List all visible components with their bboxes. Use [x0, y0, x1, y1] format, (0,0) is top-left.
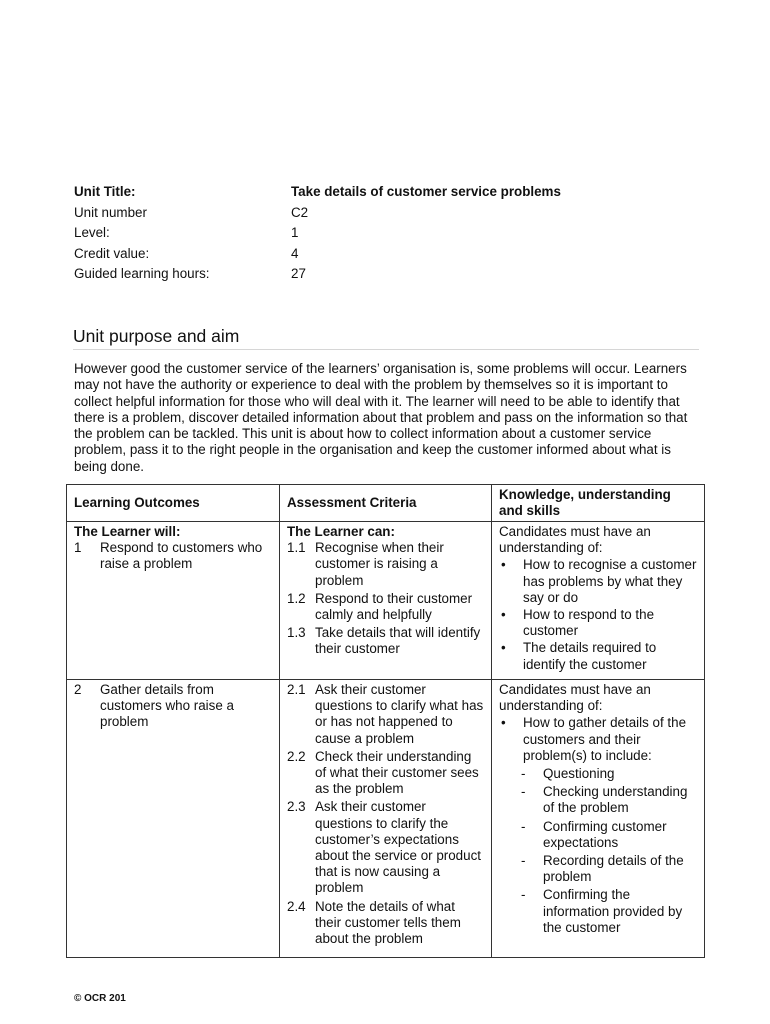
lo-intro: The Learner will:: [74, 524, 181, 539]
criterion-text: Ask their customer questions to clarify the customer’s expectations about the service or product that is now causing a problem: [315, 799, 481, 896]
criterion-text: Take details that will identify their customer: [315, 625, 481, 657]
criterion: [287, 682, 484, 747]
dash-item: [499, 766, 697, 782]
learning-outcomes-table: [66, 484, 705, 958]
criterion-text: Note the details of what their customer tells them about the problem: [315, 898, 461, 947]
criterion-text: Respond to their customer calmly and helpfully: [315, 590, 473, 623]
table-row: [67, 680, 705, 958]
bullet-icon: •: [501, 715, 506, 731]
copyright-footer: © OCR 201: [74, 993, 126, 1004]
lo-number: 2: [74, 682, 82, 697]
dash-icon: -: [521, 853, 526, 869]
dash-text: Confirming the information provided by the customer: [543, 887, 683, 935]
criterion-text: Recognise when their customer is raising a problem: [315, 540, 444, 588]
lo-number: 1: [74, 540, 82, 556]
bullet-item: [499, 607, 697, 639]
info-value: 1: [291, 225, 299, 241]
criterion-number: 2.4: [287, 898, 306, 914]
purpose-heading: Unit purpose and aim: [73, 325, 699, 350]
info-value: 27: [291, 266, 306, 282]
unit-info: [74, 182, 561, 285]
info-label: Level:: [74, 225, 110, 241]
dash-item: [499, 819, 697, 851]
criterion-text: Check their understanding of what their customer sees as the problem: [315, 748, 479, 797]
purpose-text: However good the customer service of the learners’ organisation is, some problems will occur. Learners may not have the authority or experience to deal with the problem by themselves so it is important to collect helpful information for those who will deal with it. The learner will need to be able to identify that there is a problem, discover detailed information about that problem and pass on the information so that the problem can be tackled. This unit is about how to collect information about a customer service problem, pass it to the right people in the organisation and keep the customer informed about what is being done.: [74, 361, 688, 474]
bullet-item: [499, 640, 697, 672]
lo-text: Respond to customers who raise a problem: [100, 540, 263, 572]
bullet-text: The details required to identify the customer: [523, 640, 657, 672]
bullet-text: How to recognise a customer has problems by what they say or do: [523, 557, 697, 605]
dash-item: [499, 784, 697, 816]
dash-icon: -: [521, 784, 526, 800]
bullet-item: [499, 557, 697, 606]
criterion-number: 2.3: [287, 799, 306, 815]
assessment-criteria-cell: [280, 522, 492, 680]
info-row-title: [74, 182, 561, 203]
dash-icon: -: [521, 887, 526, 903]
criterion-number: 2.2: [287, 748, 306, 764]
info-label: Credit value:: [74, 245, 150, 261]
info-label: Guided learning hours:: [74, 266, 210, 282]
dash-item: [499, 853, 697, 885]
learning-outcome-cell: [67, 522, 280, 680]
header-knowledge: Knowledge, understanding and skills: [492, 485, 705, 522]
criterion-number: 1.3: [287, 625, 306, 641]
bullet-icon: •: [501, 640, 506, 656]
header-learning-outcomes: Learning Outcomes: [67, 485, 280, 522]
info-row-level: [74, 223, 561, 244]
criterion-number: 1.1: [287, 540, 306, 556]
knowledge-intro: Candidates must have an understanding of:: [499, 682, 651, 714]
info-label: Unit number: [74, 204, 147, 220]
criterion-text: Ask their customer questions to clarify what has or has not happened to cause a problem: [315, 682, 484, 746]
learning-outcome: [74, 540, 272, 572]
learning-outcome-cell: [67, 680, 280, 958]
criterion-number: 2.1: [287, 682, 306, 697]
learning-outcome: [74, 682, 272, 731]
criterion: [287, 899, 484, 948]
lo-text: Gather details from customers who raise a problem: [100, 682, 234, 730]
bullet-text: How to respond to the customer: [523, 607, 655, 639]
knowledge-intro: Candidates must have an understanding of:: [499, 524, 651, 556]
header-assessment-criteria: Assessment Criteria: [280, 485, 492, 522]
info-label: Unit Title:: [74, 184, 136, 200]
info-row-hours: [74, 264, 561, 285]
table-row: [67, 522, 705, 680]
criterion: [287, 591, 484, 623]
info-value: 4: [291, 245, 299, 261]
dash-text: Recording details of the problem: [543, 853, 684, 885]
knowledge-cell: [492, 522, 705, 680]
bullet-icon: •: [501, 557, 506, 573]
criterion: [287, 749, 484, 798]
info-row-number: [74, 203, 561, 224]
criterion: [287, 540, 484, 589]
info-row-credit: [74, 244, 561, 265]
assessment-criteria-cell: [280, 680, 492, 958]
dash-icon: -: [521, 818, 526, 834]
dash-icon: -: [521, 766, 526, 782]
knowledge-cell: [492, 680, 705, 958]
bullet-item: [499, 715, 697, 764]
dash-text: Checking understanding of the problem: [543, 784, 688, 816]
table-header-row: [67, 485, 705, 522]
info-value: C2: [291, 204, 309, 220]
info-value: Take details of customer service problems: [291, 184, 561, 200]
dash-text: Confirming customer expectations: [543, 818, 667, 850]
criterion-number: 1.2: [287, 590, 306, 606]
criterion: [287, 625, 484, 657]
bullet-text: How to gather details of the customers and their problem(s) to include:: [523, 715, 687, 763]
criterion: [287, 799, 484, 896]
dash-item: [499, 887, 697, 936]
ac-intro: The Learner can:: [287, 524, 395, 539]
bullet-icon: •: [501, 607, 506, 623]
dash-text: Questioning: [543, 766, 615, 782]
